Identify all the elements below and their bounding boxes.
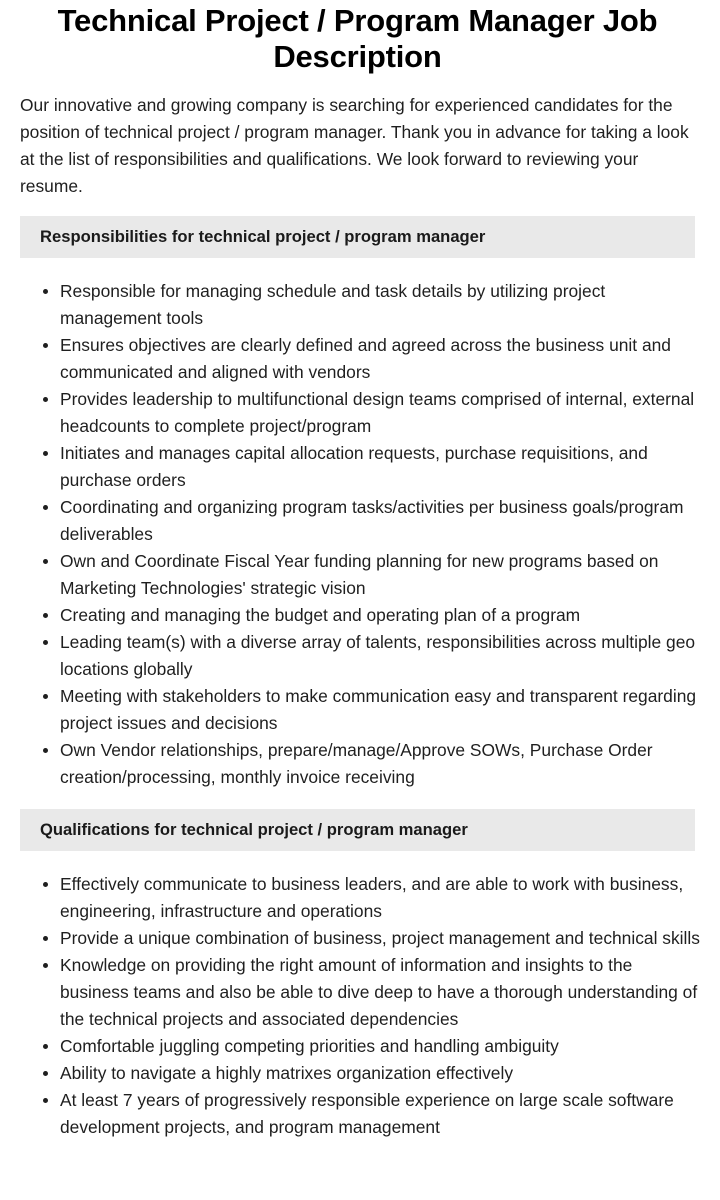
list-item: Leading team(s) with a diverse array of talents, responsibilities across multiple geo locations globally (60, 629, 700, 683)
list-item: Coordinating and organizing program tasks/activities per business goals/program deliverables (60, 494, 700, 548)
responsibilities-list (20, 278, 695, 791)
list-item: Initiates and manages capital allocation requests, purchase requisitions, and purchase orders (60, 440, 700, 494)
list-item: Ability to navigate a highly matrixes organization effectively (60, 1060, 700, 1087)
list-item: Provides leadership to multifunctional design teams comprised of internal, external headcounts to complete project/program (60, 386, 700, 440)
list-item: Comfortable juggling competing priorities and handling ambiguity (60, 1033, 700, 1060)
list-item: At least 7 years of progressively responsible experience on large scale software development projects, and program management (60, 1087, 700, 1141)
responsibilities-heading: Responsibilities for technical project / program manager (20, 216, 695, 258)
list-item: Provide a unique combination of business, project management and technical skills (60, 925, 700, 952)
list-item: Own and Coordinate Fiscal Year funding planning for new programs based on Marketing Technologies' strategic vision (60, 548, 700, 602)
list-item: Effectively communicate to business leaders, and are able to work with business, engineering, infrastructure and operations (60, 871, 700, 925)
list-item: Knowledge on providing the right amount of information and insights to the business teams and also be able to dive deep to have a thorough understanding of the technical projects and associated dependencies (60, 952, 700, 1033)
qualifications-heading: Qualifications for technical project / program manager (20, 809, 695, 851)
list-item: Responsible for managing schedule and task details by utilizing project management tools (60, 278, 700, 332)
list-item: Ensures objectives are clearly defined and agreed across the business unit and communicated and aligned with vendors (60, 332, 700, 386)
page-title: Technical Project / Program Manager Job Description (57, 3, 658, 74)
list-item: Creating and managing the budget and operating plan of a program (60, 602, 700, 629)
qualifications-list (20, 871, 700, 1141)
list-item: Meeting with stakeholders to make communication easy and transparent regarding project issues and decisions (60, 683, 700, 737)
list-item: Own Vendor relationships, prepare/manage/Approve SOWs, Purchase Order creation/processing, monthly invoice receiving (60, 737, 700, 791)
intro-paragraph: Our innovative and growing company is searching for experienced candidates for the position of technical project / program manager. Thank you in advance for taking a look at the list of responsibilities and qualifications. We look forward to reviewing your resume. (20, 95, 689, 196)
